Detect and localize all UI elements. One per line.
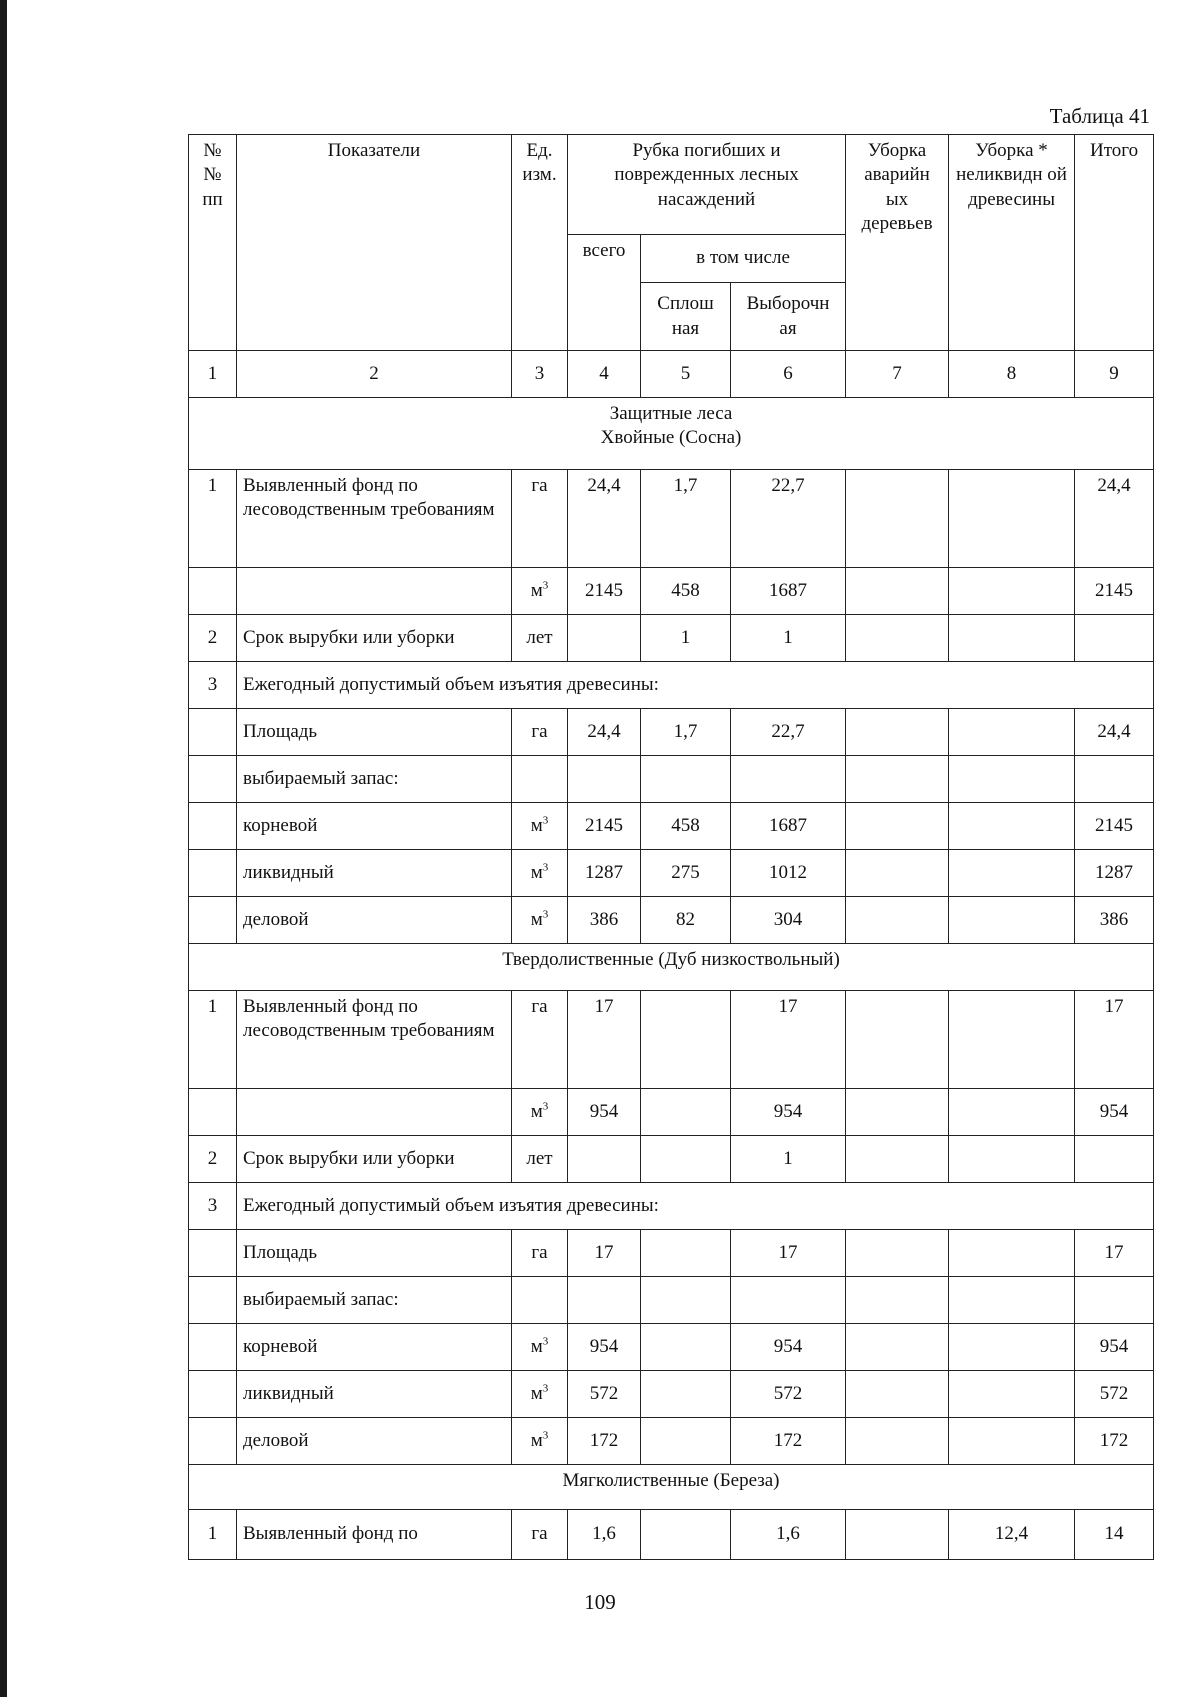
cell-value [846,850,949,897]
cell-value: 1 [731,615,846,662]
row-label: ликвидный [237,1371,512,1418]
unit-m: м [530,814,543,836]
cell-value [949,1230,1075,1277]
header-itogo: Итого [1075,135,1154,351]
cell-value [641,1136,731,1183]
cell-value [949,1136,1075,1183]
row-unit: га [512,1230,568,1277]
empty-cell [512,1277,568,1324]
cell-value: 386 [1075,897,1154,944]
colnum: 8 [949,351,1075,398]
cell-value [641,1418,731,1465]
unit-m: м [530,1382,543,1404]
header-row [189,135,1154,235]
cell-value [846,1371,949,1418]
cell-value: 24,4 [1075,470,1154,568]
header-num: № № пп [189,135,237,351]
cell-value: 2145 [1075,568,1154,615]
empty-cell [189,568,237,615]
cell-value [846,1230,949,1277]
section-subtitle: Хвойные (Сосна) [600,427,742,449]
row-number: 1 [189,991,237,1089]
cell-value [641,1089,731,1136]
cell-value: 1 [731,1136,846,1183]
cell-value [846,1324,949,1371]
colnum: 4 [568,351,641,398]
header-selective: Выборочн ая [731,283,846,351]
cell-value [641,1324,731,1371]
cell-value [846,568,949,615]
cell-value [846,615,949,662]
empty-cell [189,1089,237,1136]
unit-m: м [530,1429,543,1451]
cell-value: 1287 [568,850,641,897]
header-total-sub: всего [568,235,641,351]
table-row [189,568,1154,615]
cell-value [949,897,1075,944]
cell-value: 172 [1075,1418,1154,1465]
empty-cell [237,1089,512,1136]
row-unit [512,568,568,615]
cell-value: 22,7 [731,709,846,756]
cell-value [949,709,1075,756]
scan-edge [0,0,7,1697]
page-number: 109 [584,1590,616,1614]
row-label: Выявленный фонд по [237,1510,512,1560]
colnum: 5 [641,351,731,398]
colnum: 3 [512,351,568,398]
cell-value: 954 [731,1089,846,1136]
section-title-softwood: Мягколиственные (Береза) [189,1465,1154,1510]
empty-cell [949,1277,1075,1324]
row-unit [512,1089,568,1136]
cell-value: 172 [568,1418,641,1465]
cell-value [949,850,1075,897]
colnum: 6 [731,351,846,398]
row-unit: га [512,709,568,756]
unit-superscript: 3 [542,1100,549,1113]
row-unit [512,897,568,944]
cell-value: 22,7 [731,470,846,568]
unit-superscript: 3 [542,1335,549,1348]
cell-value [949,1418,1075,1465]
cell-value: 1 [641,615,731,662]
row-label: корневой [237,1324,512,1371]
empty-cell [189,709,237,756]
section-row [189,398,1154,470]
cell-value [949,615,1075,662]
empty-cell [189,1418,237,1465]
row-label: корневой [237,803,512,850]
cell-value [846,1089,949,1136]
cell-value: 17 [731,991,846,1089]
row-label: Площадь [237,1230,512,1277]
unit-superscript: 3 [542,861,549,874]
row-label: Срок вырубки или уборки [237,1136,512,1183]
forest-felling-table [188,134,1154,1560]
cell-value: 954 [731,1324,846,1371]
row-unit [512,803,568,850]
unit-superscript: 3 [542,1429,549,1442]
table-row [189,1183,1154,1230]
table-row [189,850,1154,897]
colnum: 2 [237,351,512,398]
empty-cell [189,1230,237,1277]
empty-cell [1075,1277,1154,1324]
cell-value [641,991,731,1089]
cell-value: 24,4 [1075,709,1154,756]
cell-value: 275 [641,850,731,897]
section-title: Защитные леса [609,403,733,424]
cell-value [846,1418,949,1465]
empty-cell [189,1324,237,1371]
cell-value: 17 [1075,1230,1154,1277]
table-row [189,615,1154,662]
section-row [189,1465,1154,1510]
unit-superscript: 3 [542,1382,549,1395]
unit-superscript: 3 [542,579,549,592]
row-unit [512,850,568,897]
section-row [189,944,1154,991]
empty-cell [189,897,237,944]
table-row [189,662,1154,709]
header-including: в том числе [641,235,846,283]
cell-value: 1287 [1075,850,1154,897]
cell-value: 386 [568,897,641,944]
cell-value [846,991,949,1089]
table-caption: Таблица 41 [1049,104,1150,128]
section-title-hardwood: Твердолиственные (Дуб низкоствольный) [189,944,1154,991]
cell-value [949,568,1075,615]
empty-cell [568,756,641,803]
cell-value [949,1089,1075,1136]
cell-value [949,470,1075,568]
row-label: Ежегодный допустимый объем изъятия древесины: [237,1183,1154,1230]
empty-cell [189,803,237,850]
row-label: ликвидный [237,850,512,897]
empty-cell [1075,756,1154,803]
header-clear: Сплош ная [641,283,731,351]
unit-m: м [530,861,543,883]
row-label: деловой [237,897,512,944]
row-label: выбираемый запас: [237,756,512,803]
cell-value: 24,4 [568,470,641,568]
row-unit [512,1418,568,1465]
cell-value: 2145 [568,803,641,850]
cell-value [641,1510,731,1560]
empty-cell [949,756,1075,803]
table-row [189,756,1154,803]
empty-cell [512,756,568,803]
empty-cell [189,756,237,803]
cell-value [846,803,949,850]
cell-value: 17 [1075,991,1154,1089]
table-row [189,1277,1154,1324]
header-unit: Ед. изм. [512,135,568,351]
table-row [189,1371,1154,1418]
colnum: 7 [846,351,949,398]
cell-value: 1,7 [641,709,731,756]
empty-cell [731,1277,846,1324]
table-row [189,709,1154,756]
row-label: Выявленный фонд по лесоводственным требованиям [237,470,512,568]
empty-cell [568,1277,641,1324]
cell-value: 1687 [731,568,846,615]
unit-m: м [530,908,543,930]
cell-value: 572 [568,1371,641,1418]
cell-value: 14 [1075,1510,1154,1560]
colnum: 9 [1075,351,1154,398]
empty-cell [237,568,512,615]
row-unit: га [512,991,568,1089]
cell-value: 24,4 [568,709,641,756]
table-row [189,1324,1154,1371]
cell-value: 2145 [1075,803,1154,850]
cell-value: 172 [731,1418,846,1465]
header-indicator: Показатели [237,135,512,351]
empty-cell [731,756,846,803]
header-emergency: Уборка аварийн ых деревьев [846,135,949,351]
cell-value: 82 [641,897,731,944]
empty-cell [641,756,731,803]
row-unit: лет [512,1136,568,1183]
row-number: 3 [189,1183,237,1230]
empty-cell [846,756,949,803]
table-row [189,803,1154,850]
row-label: Ежегодный допустимый объем изъятия древесины: [237,662,1154,709]
cell-value: 458 [641,568,731,615]
row-unit: га [512,1510,568,1560]
table-row [189,1510,1154,1560]
unit-m: м [530,1100,543,1122]
table-row [189,1136,1154,1183]
cell-value: 954 [568,1324,641,1371]
cell-value [846,709,949,756]
table-row [189,1089,1154,1136]
unit-superscript: 3 [542,814,549,827]
row-unit: лет [512,615,568,662]
cell-value: 572 [1075,1371,1154,1418]
unit-m: м [530,1335,543,1357]
table-row [189,897,1154,944]
header-felling: Рубка погибших и поврежденных лесных насаждений [568,135,846,235]
cell-value: 1,6 [731,1510,846,1560]
row-number: 2 [189,615,237,662]
cell-value [846,1510,949,1560]
cell-value: 1687 [731,803,846,850]
cell-value: 12,4 [949,1510,1075,1560]
cell-value [846,897,949,944]
row-label: Срок вырубки или уборки [237,615,512,662]
cell-value: 17 [731,1230,846,1277]
row-unit: га [512,470,568,568]
row-number: 1 [189,1510,237,1560]
cell-value: 1,6 [568,1510,641,1560]
empty-cell [189,1277,237,1324]
cell-value [1075,1136,1154,1183]
empty-cell [189,1371,237,1418]
section-title-conifer [189,398,1154,470]
empty-cell [641,1277,731,1324]
table-row [189,1418,1154,1465]
cell-value: 17 [568,1230,641,1277]
cell-value [1075,615,1154,662]
cell-value [949,1324,1075,1371]
cell-value [846,1136,949,1183]
row-label: Выявленный фонд по лесоводственным требованиям [237,991,512,1089]
cell-value: 954 [568,1089,641,1136]
unit-m: м [530,579,543,601]
cell-value: 17 [568,991,641,1089]
cell-value: 954 [1075,1324,1154,1371]
table-row [189,991,1154,1089]
row-number: 1 [189,470,237,568]
empty-cell [846,1277,949,1324]
cell-value: 1,7 [641,470,731,568]
cell-value [949,991,1075,1089]
cell-value: 458 [641,803,731,850]
row-number: 3 [189,662,237,709]
cell-value [641,1371,731,1418]
cell-value [568,1136,641,1183]
column-number-row [189,351,1154,398]
cell-value [568,615,641,662]
colnum: 1 [189,351,237,398]
cell-value [641,1230,731,1277]
row-label: выбираемый запас: [237,1277,512,1324]
unit-superscript: 3 [542,908,549,921]
cell-value: 572 [731,1371,846,1418]
row-unit [512,1324,568,1371]
empty-cell [189,850,237,897]
cell-value: 2145 [568,568,641,615]
table-row [189,470,1154,568]
row-unit [512,1371,568,1418]
cell-value [949,803,1075,850]
cell-value: 954 [1075,1089,1154,1136]
row-label: деловой [237,1418,512,1465]
row-number: 2 [189,1136,237,1183]
cell-value [846,470,949,568]
cell-value [949,1371,1075,1418]
cell-value: 1012 [731,850,846,897]
header-nonliquid: Уборка * неликвидн ой древесины [949,135,1075,351]
row-label: Площадь [237,709,512,756]
cell-value: 304 [731,897,846,944]
table-row [189,1230,1154,1277]
